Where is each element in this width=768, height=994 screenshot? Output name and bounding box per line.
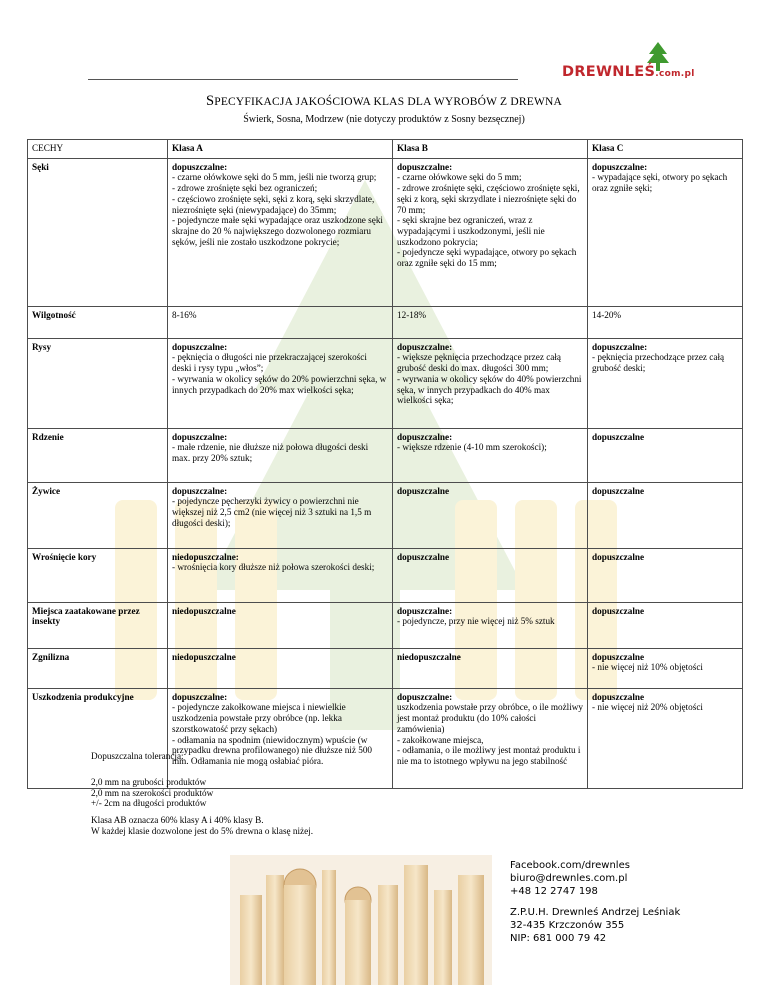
cell-status: 12-18%	[397, 309, 427, 320]
table-row	[28, 428, 743, 482]
facebook-link: Facebook.com/drewnles	[510, 860, 630, 871]
feature-cell: Uszkodzenia produkcyjne	[28, 688, 168, 788]
column-header: CECHY	[28, 140, 168, 159]
cell-status: 14-20%	[592, 309, 622, 320]
tolerance-heading: Dopuszczalna tolerancja:	[91, 751, 184, 761]
table-row	[28, 548, 743, 602]
cell-detail: - pojedyncze sęki wypadające, otwory po sękach oraz zgniłe sęki do 15 mm;	[397, 247, 577, 269]
tolerance-item: 2,0 mm na grubości produktów	[91, 777, 207, 787]
tolerance-item: 2,0 mm na szerokości produktów	[91, 787, 214, 798]
cell-detail: - pojedyncze małe sęki wypadające oraz uszkodzone sęki skrajne do 20 % największego dozwolonego rozmiaru sęków, jeśli nie zostało uszkodzone pokrycie;	[172, 215, 383, 247]
cell-status: dopuszczalne:	[397, 691, 453, 702]
tolerance-item: +/- 2cm na długości produktów	[91, 798, 207, 809]
feature-cell: Wilgotność	[28, 306, 168, 338]
cell-detail: - nie więcej niż 10% objętości	[592, 662, 703, 673]
cell-detail: - większe pęknięcia przechodzące przez całą grubość deski do max. długości 300 mm;	[397, 352, 561, 374]
column-header: Klasa A	[168, 140, 393, 159]
email-address: biuro@drewnles.com.pl	[510, 873, 628, 884]
cell-detail: - nie więcej niż 20% objętości	[592, 702, 703, 713]
class-a-cell	[168, 648, 393, 688]
table-row	[28, 648, 743, 688]
class-a-cell	[168, 688, 393, 788]
class-c-cell	[588, 338, 743, 428]
class-b-cell	[393, 548, 588, 602]
cell-detail: - pojedyncze zakołkowane miejsca i niewielkie uszkodzenia powstałe przy obróbce (np. lekka szorstkowatość przy sękach)	[172, 702, 346, 734]
table-row	[28, 688, 743, 788]
cell-detail: - małe rdzenie, nie dłuższe niż połowa długości deski max. przy 20% sztuk;	[172, 442, 369, 464]
column-header: Klasa C	[588, 140, 743, 159]
table-row	[28, 338, 743, 428]
cell-status: niedopuszczalne	[172, 605, 236, 616]
class-a-cell	[168, 482, 393, 548]
tax-id: NIP: 681 000 79 42	[510, 933, 607, 944]
class-notes	[91, 815, 313, 836]
contact-online	[510, 859, 630, 898]
cell-detail: - pojedyncze, przy nie więcej niż 5% sztuk	[397, 616, 555, 627]
class-c-cell	[588, 688, 743, 788]
feature-cell: Rysy	[28, 338, 168, 428]
class-c-cell	[588, 602, 743, 648]
cell-status: niedopuszczalne	[397, 651, 461, 662]
class-c-cell	[588, 482, 743, 548]
cell-status: niedopuszczalne	[172, 651, 236, 662]
cell-status: dopuszczalne	[592, 605, 645, 616]
company-name: Z.P.U.H. Drewnleś Andrzej Leśniak	[510, 907, 681, 918]
page-title: SPECYFIKACJA JAKOŚCIOWA KLAS DLA WYROBÓW Z DREWNA	[205, 93, 563, 109]
specification-table	[27, 139, 743, 789]
cell-status: dopuszczalne	[397, 551, 450, 562]
cell-status: dopuszczalne	[592, 691, 645, 702]
header-rule	[88, 79, 518, 80]
feature-cell: Wrośnięcie kory	[28, 548, 168, 602]
contact-address	[510, 906, 680, 945]
class-a-cell	[168, 158, 393, 306]
cell-detail: - wypadające sęki, otwory po sękach oraz zgniłe sęki;	[592, 172, 728, 194]
cell-detail: - częściowo zrośnięte sęki, sęki z korą, sęki skrzydlate, niezrośnięte sęki (niewypadające) do 35mm;	[172, 193, 375, 215]
class-a-cell	[168, 602, 393, 648]
cell-detail: - odłamania na spodnim (niewidocznym) wpuście (w przypadku drewna profilowanego) nie dłuższe niż 500 mm. Odłamania nie mogą osłabiać pióra.	[172, 734, 373, 766]
class-c-cell	[588, 306, 743, 338]
cell-detail: - wrośnięcia kory dłuższe niż połowa szerokości deski;	[172, 562, 375, 573]
class-c-cell	[588, 548, 743, 602]
cell-status: dopuszczalne:	[592, 161, 648, 172]
table-row	[28, 602, 743, 648]
cell-status: dopuszczalne:	[172, 691, 228, 702]
cell-detail: uszkodzenia powstałe przy obróbce, o ile możliwy jest montaż produktu (do 10% całości zamówienia)	[397, 702, 583, 734]
cell-status: niedopuszczalne:	[172, 551, 239, 562]
cell-status: dopuszczalne:	[397, 605, 453, 616]
cell-status: dopuszczalne:	[397, 341, 453, 352]
cell-detail: - zdrowe zrośnięte sęki bez ograniczeń;	[172, 183, 318, 194]
class-a-cell	[168, 548, 393, 602]
feature-cell: Zgnilizna	[28, 648, 168, 688]
cell-status: dopuszczalne:	[172, 341, 228, 352]
class-note: Klasa AB oznacza 60% klasy A i 40% klasy B.	[91, 815, 264, 825]
class-b-cell	[393, 338, 588, 428]
cell-status: 8-16%	[172, 309, 197, 320]
feature-cell: Rdzenie	[28, 428, 168, 482]
class-c-cell	[588, 428, 743, 482]
cell-detail: - wyrwania w okolicy sęków do 40% powierzchni sęka, w innych przypadkach do 40% max wielkości sęka;	[397, 373, 582, 406]
class-b-cell	[393, 688, 588, 788]
table-row	[28, 482, 743, 548]
cell-detail: - czarne ołówkowe sęki do 5 mm;	[397, 172, 522, 183]
cell-status: dopuszczalne	[592, 551, 645, 562]
table-row	[28, 306, 743, 338]
table-header-row	[28, 140, 743, 159]
cell-detail: - zakołkowane miejsca,	[397, 734, 484, 745]
tolerance-list	[91, 777, 213, 809]
logo-text: DREWNLEŚ.com.pl	[562, 64, 695, 80]
cell-status: dopuszczalne	[592, 651, 645, 662]
class-b-cell	[393, 158, 588, 306]
class-a-cell	[168, 428, 393, 482]
cell-detail: - większe rdzenie (4-10 mm szerokości);	[397, 442, 547, 453]
feature-cell: Żywice	[28, 482, 168, 548]
feature-cell: Sęki	[28, 158, 168, 306]
postal-address: 32-435 Krzczonów 355	[510, 920, 625, 931]
cell-detail: - czarne ołówkowe sęki do 5 mm, jeśli nie tworzą grup;	[172, 172, 377, 183]
class-b-cell	[393, 428, 588, 482]
cell-detail: - pojedyncze pęcherzyki żywicy o powierzchni nie większej niż 2,5 cm2 (nie więcej niż 3 sztuki na 1,5 m długości deski);	[172, 496, 372, 528]
cell-status: dopuszczalne:	[592, 341, 648, 352]
cell-status: dopuszczalne:	[172, 431, 228, 442]
cell-status: dopuszczalne	[592, 485, 645, 496]
cell-detail: - zdrowe zrośnięte sęki, częściowo zrośnięte sęki, sęki z korą, sęki skrzydlate i niezrośnięte sęki do 70 mm;	[397, 183, 580, 215]
cell-detail: - pęknięcia o długości nie przekraczającej szerokości deski i rysy typu „włos”;	[172, 352, 367, 374]
cell-status: dopuszczalne	[592, 431, 645, 442]
feature-cell: Miejsca zaatakowane przez insekty	[28, 602, 168, 648]
cell-status: dopuszczalne:	[172, 161, 228, 172]
wood-products-image	[230, 855, 492, 985]
class-c-cell	[588, 648, 743, 688]
class-a-cell	[168, 306, 393, 338]
class-b-cell	[393, 482, 588, 548]
class-b-cell	[393, 602, 588, 648]
class-a-cell	[168, 338, 393, 428]
page-subtitle: Świerk, Sosna, Modrzew (nie dotyczy produktów z Sosny bezsęcznej)	[243, 114, 525, 125]
cell-detail: - pęknięcia przechodzące przez całą grubość deski;	[592, 352, 725, 374]
column-header: Klasa B	[393, 140, 588, 159]
class-b-cell	[393, 648, 588, 688]
cell-status: dopuszczalne	[397, 485, 450, 496]
cell-status: dopuszczalne:	[397, 431, 453, 442]
cell-status: dopuszczalne:	[397, 161, 453, 172]
phone-number: +48 12 2747 198	[510, 886, 598, 897]
class-b-cell	[393, 306, 588, 338]
cell-status: dopuszczalne:	[172, 485, 228, 496]
company-logo	[562, 42, 695, 90]
cell-detail: - odłamania, o ile możliwy jest montaż produktu i nie ma to istotnego wpływu na jego stabilność	[397, 745, 581, 766]
table-row	[28, 158, 743, 306]
cell-detail: - sęki skrajne bez ograniczeń, wraz z wypadającymi i uszkodzonymi, jeśli nie uszkodzono pokrycia;	[397, 215, 545, 247]
cell-detail: - wyrwania w okolicy sęków do 20% powierzchni sęka, w innych przypadkach do 20% max wielkości sęka;	[172, 373, 387, 395]
class-c-cell	[588, 158, 743, 306]
class-note: W każdej klasie dozwolone jest do 5% drewna o klasę niżej.	[91, 825, 314, 836]
